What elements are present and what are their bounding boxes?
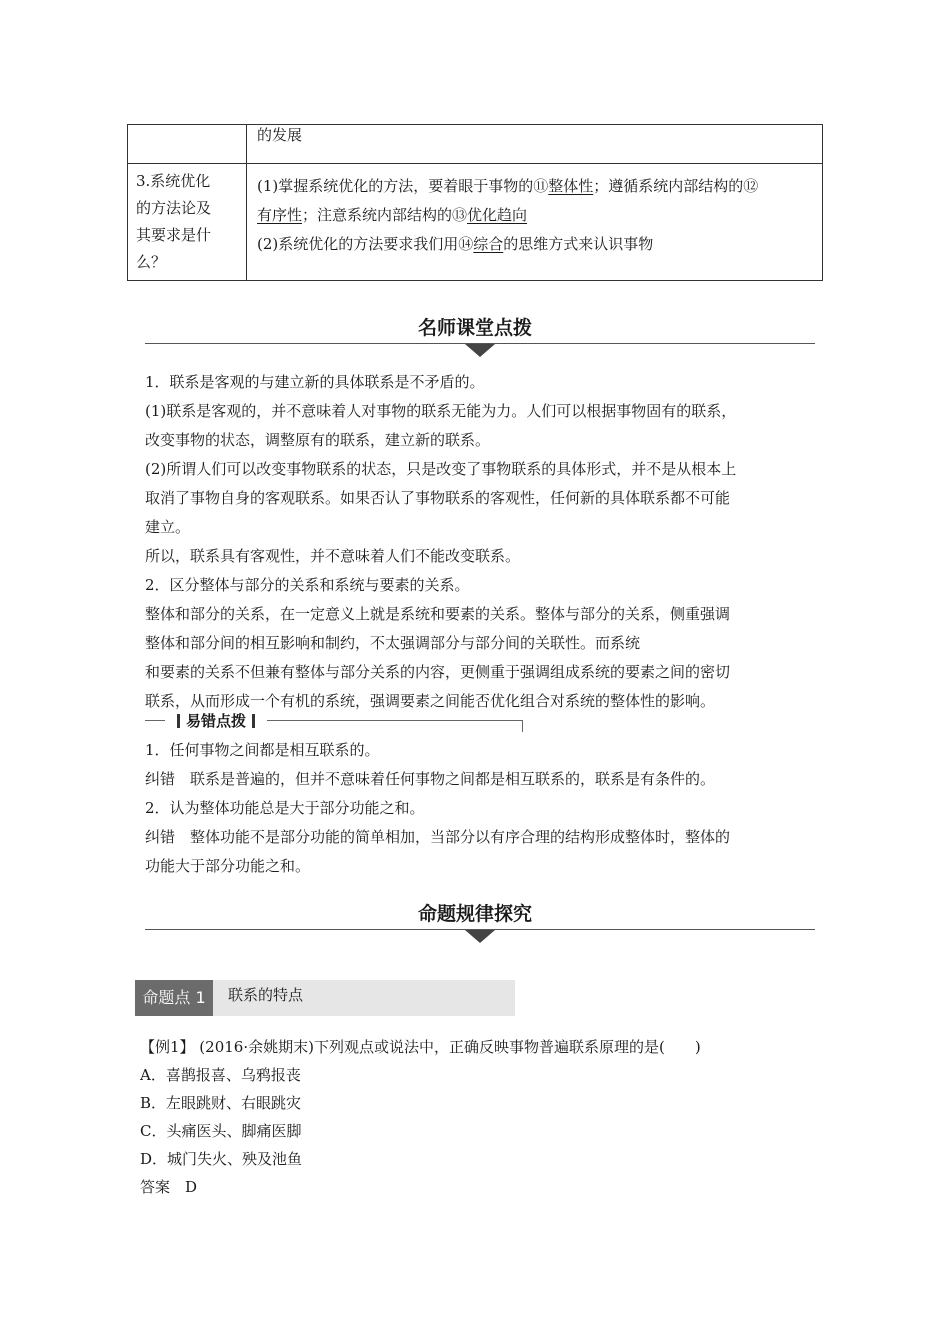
triangle-down-icon	[465, 930, 495, 943]
proposition-bar	[135, 980, 515, 1016]
triangle-down-icon	[465, 344, 495, 357]
question-cell	[128, 164, 247, 281]
tip-label-wrap	[165, 710, 267, 732]
option-a: A．喜鹊报喜、乌鸦报丧	[140, 1066, 301, 1084]
body-line: 整体和部分间的相互影响和制约，不太强调部分与部分间的关联性。而系统	[145, 634, 641, 652]
answer-text: ；注意系统内部结构的⑬	[302, 206, 468, 224]
answer-line	[257, 172, 816, 201]
option-d: D．城门失火、殃及池鱼	[140, 1150, 303, 1168]
answer-text: (2)系统优化的方法要求我们用⑭	[257, 235, 474, 253]
body-line: (2)所谓人们可以改变事物联系的状态，只是改变了事物联系的具体形式，并不是从根本上	[145, 460, 737, 478]
bar-icon	[177, 714, 180, 728]
body-line: 所以，联系具有客观性，并不意味着人们不能改变联系。	[145, 547, 521, 565]
section-title: 名师课堂点拨	[417, 317, 532, 339]
body-line: 功能大于部分功能之和。	[145, 857, 311, 875]
option-c: C．头痛医头、脚痛医脚	[140, 1122, 302, 1140]
proposition-tag: 命题点 1	[135, 980, 213, 1016]
answer-text: ；遵循系统内部结构的⑫	[593, 177, 759, 195]
section-body	[145, 368, 815, 716]
option-b: B．左眼跳财、右眼跳灾	[140, 1094, 302, 1112]
tip-label: 易错点拨	[186, 712, 247, 730]
body-line: 2．认为整体功能总是大于部分功能之和。	[145, 799, 425, 817]
bar-icon	[252, 714, 255, 728]
body-line: 改变事物的状态，调整原有的联系，建立新的联系。	[145, 431, 491, 449]
body-line: 整体和部分的关系，在一定意义上就是系统和要素的关系。整体与部分的关系，侧重强调	[145, 605, 731, 623]
body-line: 纠错 整体功能不是部分功能的简单相加，当部分以有序合理的结构形成整体时，整体的	[145, 828, 731, 846]
body-line: 1．任何事物之间都是相互联系的。	[145, 741, 380, 759]
answer-blank: 有序性	[257, 206, 303, 224]
table-row	[128, 164, 823, 281]
question-line: 么？	[136, 253, 167, 271]
body-line: 和要素的关系不但兼有整体与部分关系的内容，更侧重于强调组成系统的要素之间的密切	[145, 663, 731, 681]
answer-blank: 优化趋向	[467, 206, 528, 224]
answer-text: (1)掌握系统优化的方法，要着眼于事物的⑪	[257, 177, 549, 195]
answer-blank: 整体性	[548, 177, 594, 195]
tip-divider-end	[522, 720, 523, 732]
question-line: 3.系统优化	[136, 172, 211, 190]
body-line: (1)联系是客观的，并不意味着人对事物的联系无能为力。人们可以根据事物固有的联系，	[145, 402, 737, 420]
answer-blank: 综合	[473, 235, 504, 253]
answer-line	[257, 201, 816, 230]
table-cell-empty	[128, 125, 247, 164]
body-line: 取消了事物自身的客观联系。如果否认了事物联系的客观性，任何新的具体联系都不可能	[145, 489, 731, 507]
question-line: 其要求是什	[136, 226, 212, 244]
body-line: 联系，从而形成一个有机的系统，强调要素之间能否优化组合对系统的整体性的影响。	[145, 692, 716, 710]
table-row	[128, 125, 823, 164]
body-line: 1．联系是客观的与建立新的具体联系是不矛盾的。	[145, 373, 485, 391]
example-block	[140, 1033, 820, 1201]
question-line: 的方法论及	[136, 199, 212, 217]
tip-body	[145, 736, 815, 881]
example-question: 【例1】 (2016·余姚期末)下列观点或说法中，正确反映事物普遍联系原理的是( )	[140, 1038, 701, 1056]
table-cell: 的发展	[247, 125, 823, 164]
knowledge-table	[127, 124, 823, 281]
proposition-text: 联系的特点	[228, 986, 304, 1004]
answer: 答案 D	[140, 1178, 198, 1196]
body-line: 建立。	[145, 518, 191, 536]
section-title: 命题规律探究	[417, 903, 532, 925]
answer-text: 的思维方式来认识事物	[503, 235, 654, 253]
tip-header	[145, 710, 523, 732]
answer-cell	[247, 164, 823, 281]
answer-line	[257, 230, 816, 277]
body-line: 2．区分整体与部分的关系和系统与要素的关系。	[145, 576, 470, 594]
body-line: 纠错 联系是普遍的，但并不意味着任何事物之间都是相互联系的，联系是有条件的。	[145, 770, 716, 788]
